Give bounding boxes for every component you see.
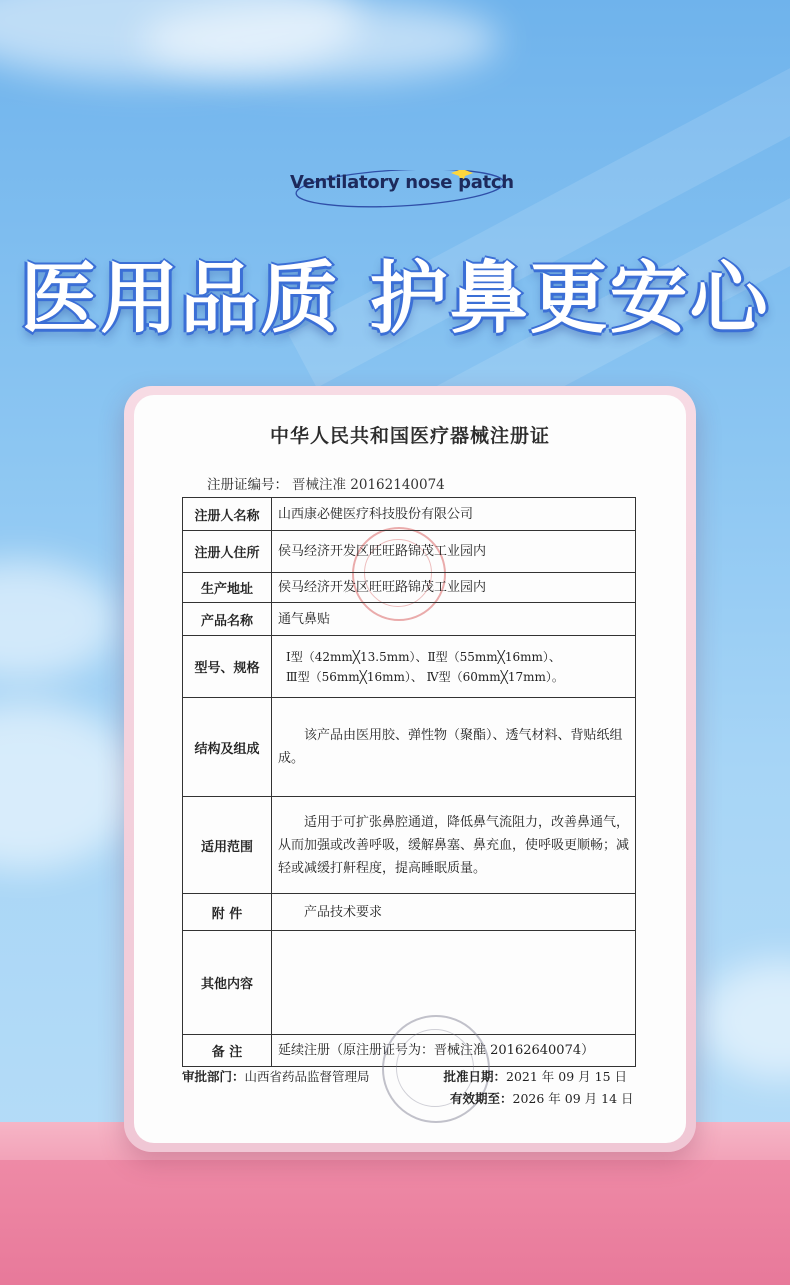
footer-row-approver [182,1067,627,1085]
cloud [140,0,500,80]
table-row [183,636,636,698]
row-label: 结构及组成 [183,698,272,797]
podium [0,1160,790,1285]
registration-number [207,473,445,493]
table-row [183,531,636,573]
row-label: 其他内容 [183,931,272,1035]
table-row [183,498,636,531]
approver-label: 审批部门： [182,1069,245,1084]
valid-label: 有效期至： [450,1091,513,1106]
table-row [183,698,636,797]
row-value: 延续注册（原注册证号为：晋械注准 20162640074） [272,1035,636,1067]
row-value: 适用于可扩张鼻腔通道，降低鼻气流阻力，改善鼻通气，从而加强或改善呼吸，缓解鼻塞、鼻充血，使呼吸更顺畅；减轻或减缓打鼾程度，提高睡眠质量。 [272,797,636,894]
spec-line: Ⅲ型（56mm╳16mm）、 Ⅳ型（60mm╳17mm）。 [286,669,564,684]
row-label: 型号、规格 [183,636,272,698]
certificate-title: 中华人民共和国医疗器械注册证 [269,425,550,447]
approve-date-value: 2021 年 09 月 15 日 [506,1069,628,1084]
row-label: 适用范围 [183,797,272,894]
row-label: 产品名称 [183,603,272,636]
table-row [183,573,636,603]
approver-value: 山西省药品监督管理局 [244,1069,370,1084]
table-row [183,894,636,931]
product-badge [290,170,514,210]
spec-line: Ⅰ型（42mm╳13.5mm）、Ⅱ型（55mm╳16mm）、 [286,649,561,664]
row-label: 生产地址 [183,573,272,603]
certificate-paper [134,395,686,1143]
table-row [183,603,636,636]
registration-number-label: 注册证编号： [207,477,288,493]
table-row [183,931,636,1035]
badge-text: Ventilatory nose patch [290,172,514,193]
row-value: 该产品由医用胶、弹性物（聚酯）、透气材料、背贴纸组成。 [272,698,636,797]
footer-row-valid [450,1089,634,1107]
row-value: 侯马经济开发区旺旺路锦茂工业园内 [272,573,636,603]
row-label: 附 件 [183,894,272,931]
registration-number-value: 晋械注准 20162140074 [292,477,445,493]
approve-date-label: 批准日期： [443,1069,507,1084]
table-row [183,797,636,894]
row-value: 山西康必健医疗科技股份有限公司 [272,498,636,531]
cloud [700,960,790,1080]
cloud [0,700,140,870]
row-label: 注册人住所 [183,531,272,573]
cloud [0,560,120,680]
row-value: 通气鼻贴 [272,603,636,636]
certificate-table [182,497,636,1067]
row-value: 产品技术要求 [272,894,636,931]
row-value [272,636,636,698]
valid-value: 2026 年 09 月 14 日 [512,1091,634,1106]
row-label: 注册人名称 [183,498,272,531]
row-value: 侯马经济开发区旺旺路锦茂工业园内 [272,531,636,573]
row-label: 备 注 [183,1035,272,1067]
headline: 医用品质 护鼻更安心 [20,254,770,344]
